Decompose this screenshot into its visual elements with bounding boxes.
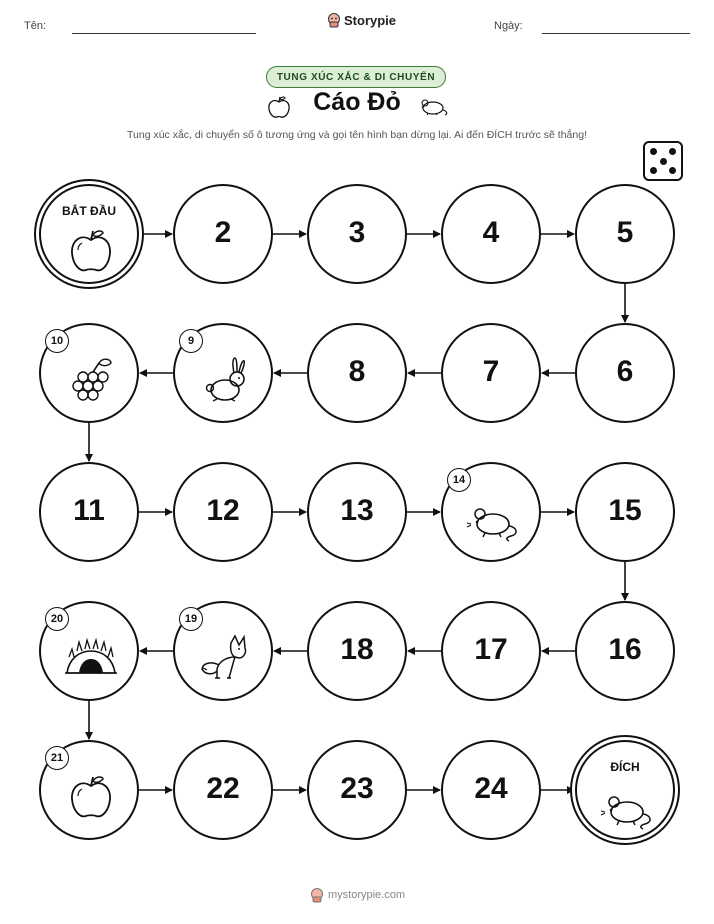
board-space-13 [307,462,407,562]
space-number: 24 [474,772,508,805]
finish-label: ĐÍCH [610,760,640,774]
space-number-badge: 21 [45,746,69,770]
space-number: 18 [340,633,374,666]
brand-name: Storypie [344,12,397,28]
space-number-badge: 10 [45,329,69,353]
mouse-icon [465,494,521,544]
space-number-badge: 20 [45,607,69,631]
finish-space [575,740,675,840]
space-number: 13 [340,494,374,527]
space-number-badge: 9 [179,329,203,353]
space-number: 3 [348,216,366,249]
apple-icon [63,772,119,822]
board-space-9 [173,323,273,423]
board-space-8 [307,323,407,423]
board-space-15 [575,462,675,562]
activity-tag: TUNG XÚC XẮC & DI CHUYỂN [266,66,446,88]
board-space-22 [173,740,273,840]
rabbit-icon [197,355,253,405]
board-space-3 [307,184,407,284]
space-number: 4 [482,216,500,249]
space-number: 8 [348,355,366,388]
grapes-icon [63,355,119,405]
board-space-7 [441,323,541,423]
space-number: 2 [214,216,232,249]
space-number: 12 [206,494,240,527]
board-space-24 [441,740,541,840]
board-space-6 [575,323,675,423]
space-number: 17 [474,633,508,666]
space-number: 16 [608,633,642,666]
space-number: 11 [73,494,105,527]
den-icon [63,633,119,683]
space-number: 15 [608,494,642,527]
storypie-mascot-icon [310,887,324,903]
page-title: Cáo Đỏ [313,88,401,116]
space-number-badge: 14 [447,468,471,492]
footer [310,887,405,903]
instructions: Tung xúc xắc, di chuyển số ô tương ứng và gọi tên hình bạn dừng lại. Ai đến ĐÍCH trước sẽ thắng! [126,129,587,141]
board-space-19 [173,601,273,701]
date-label: Ngày: [494,20,523,32]
start-space [39,184,139,284]
space-number: 6 [616,355,634,388]
space-number-badge: 19 [179,607,203,631]
board-space-10 [39,323,139,423]
board-space-18 [307,601,407,701]
name-label: Tên: [24,20,47,32]
space-number: 23 [340,772,374,805]
mouse-icon [599,782,655,832]
board-space-11 [39,462,139,562]
board-space-12 [173,462,273,562]
board-space-4 [441,184,541,284]
board-space-16 [575,601,675,701]
board-space-2 [173,184,273,284]
space-number: 7 [482,355,500,388]
footer-site: mystorypie.com [328,889,406,901]
board-space-17 [441,601,541,701]
board-space-14 [441,462,541,562]
board-space-20 [39,601,139,701]
space-number: 5 [616,216,634,249]
board-space-5 [575,184,675,284]
start-label: BẮT ĐẦU [62,204,116,218]
board-space-23 [307,740,407,840]
apple-icon [63,226,119,276]
fox-icon [197,633,253,683]
board-space-21 [39,740,139,840]
space-number: 22 [206,772,240,805]
